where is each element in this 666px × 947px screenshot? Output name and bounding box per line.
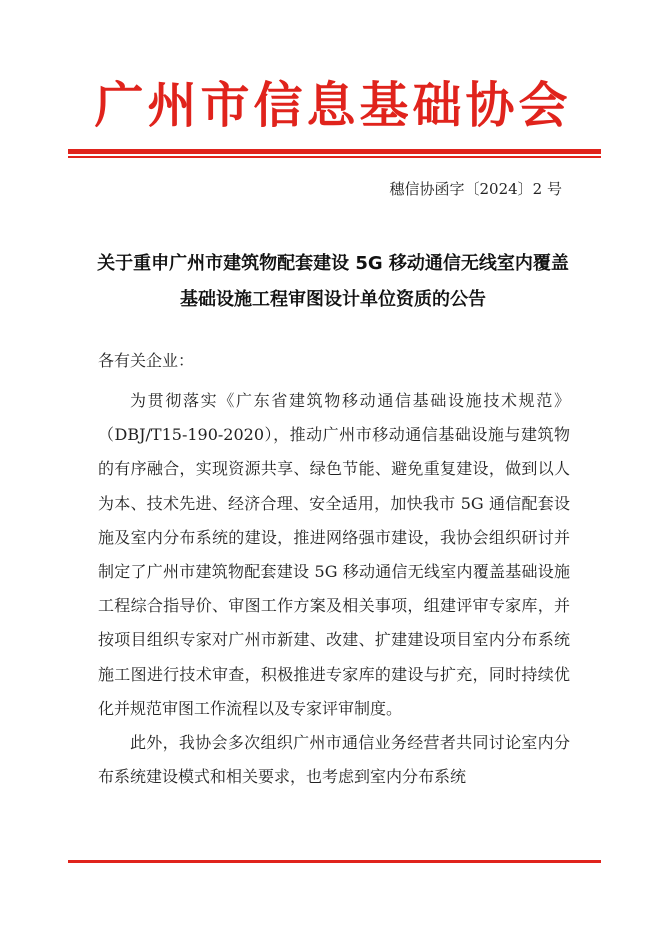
document-title <box>60 246 606 318</box>
body-text <box>98 384 570 794</box>
letterhead-divider-thin <box>68 156 601 158</box>
footer-divider <box>68 860 601 863</box>
document-number: 穗信协函字〔2024〕2 号 <box>389 180 562 198</box>
salutation: 各有关企业： <box>98 351 195 370</box>
document-title-line-2: 基础设施工程审图设计单位资质的公告 <box>180 289 486 310</box>
body-paragraph: 此外，我协会多次组织广州市通信业务经营者共同讨论室内分布系统建设模式和相关要求，也考虑到室内分布系统 <box>98 733 570 787</box>
letterhead-org-name: 广州市信息基础协会 <box>94 77 572 134</box>
body-paragraph: 为贯彻落实《广东省建筑物移动通信基础设施技术规范》（DBJ/T15-190-2020），推动广州市移动通信基础设施与建筑物的有序融合，实现资源共享、绿色节能、避免重复建设，做到以人为本、技术先进、经济合理、安全适用，加快我市 5G 通信配套设施及室内分布系统的建设，推进网络强市建设，我协会组织研讨并制定了广州市建筑物配套建设 5G 移动通信无线室内覆盖基础设施工程综合指导价、审图工作方案及相关事项，组建评审专家库，并按项目组织专家对广州市新建、改建、扩建建设项目室内分布系统施工图进行技术审查，积极推进专家库的建设与扩充，同时持续优化并规范审图工作流程以及专家评审制度。 <box>98 391 570 718</box>
letterhead-divider-thick <box>68 149 601 154</box>
document-title-line-1: 关于重申广州市建筑物配套建设 5G 移动通信无线室内覆盖 <box>97 253 569 274</box>
